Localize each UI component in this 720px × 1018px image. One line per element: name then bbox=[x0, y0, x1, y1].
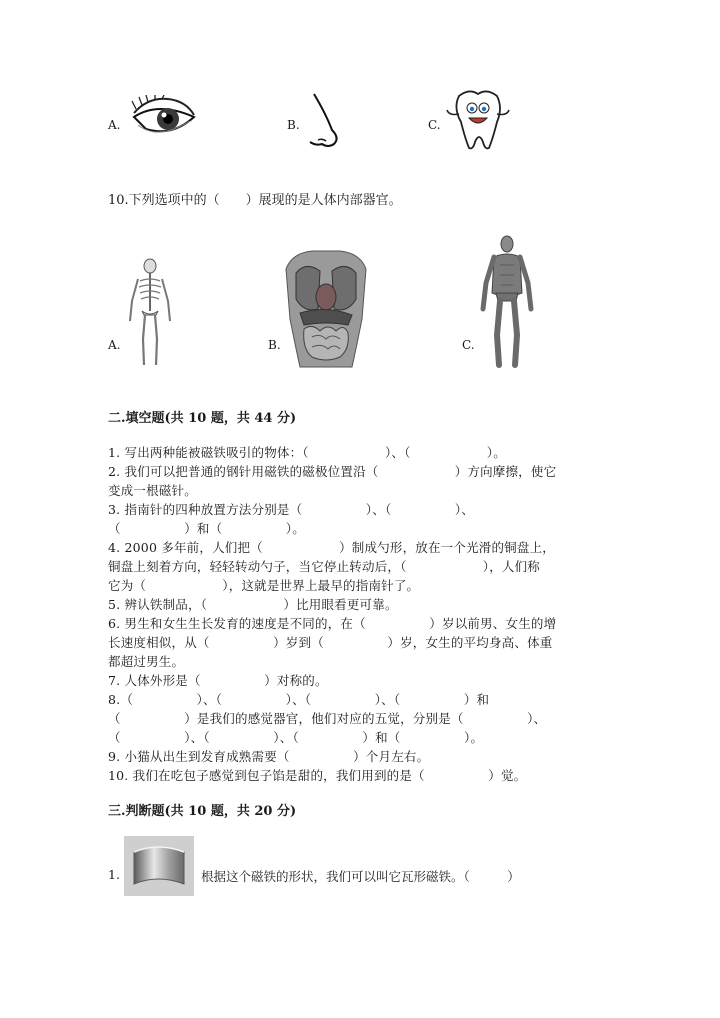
fill-line: 3. 指南针的四种放置方法分别是（ ）、（ ）、 bbox=[108, 502, 475, 517]
q9-option-c-letter: C. bbox=[428, 118, 441, 132]
q10-option-c-letter: C. bbox=[462, 338, 475, 352]
q10-option-a-letter: A. bbox=[108, 338, 121, 352]
fill-line: 6. 男生和女生生长发育的速度是不同的，在（ ）岁以前男、女生的增 bbox=[108, 616, 557, 631]
nose-icon bbox=[300, 92, 346, 152]
fill-line: 2. 我们可以把普通的钢针用磁铁的磁极位置沿（ ）方向摩擦，使它 bbox=[108, 464, 557, 479]
fill-line: 10. 我们在吃包子感觉到包子馅是甜的，我们用到的是（ ）觉。 bbox=[108, 768, 527, 783]
fill-line: 9. 小猫从出生到发育成熟需要（ ）个月左右。 bbox=[108, 749, 430, 764]
judge-item-number: 1. bbox=[108, 867, 120, 882]
section-3-title: 三.判断题(共 10 题，共 20 分) bbox=[108, 804, 297, 819]
tooth-icon bbox=[443, 86, 513, 152]
fill-line: 8.（ ）、（ ）、（ ）、（ ）和 bbox=[108, 692, 490, 707]
fill-line: 铜盘上刻着方向，轻轻转动勺子，当它停止转动后，（ ），人们称 bbox=[108, 559, 541, 574]
fill-line: 4. 2000 多年前，人们把（ ）制成勺形，放在一个光滑的铜盘上， bbox=[108, 540, 555, 555]
fill-line: 1. 写出两种能被磁铁吸引的物体：（ ）、（ ）。 bbox=[108, 445, 506, 460]
q9-option-b-letter: B. bbox=[287, 118, 300, 132]
fill-line: 它为（ ），这就是世界上最早的指南针了。 bbox=[108, 578, 420, 593]
fill-line: 5. 辨认铁制品，（ ）比用眼看更可靠。 bbox=[108, 597, 398, 612]
fill-line: 长速度相似，从（ ）岁到（ ）岁，女生的平均身高、体重 bbox=[108, 635, 553, 650]
fill-line: 都超过男生。 bbox=[108, 654, 185, 669]
muscles-icon bbox=[480, 235, 534, 369]
judge-item-text: 根据这个磁铁的形状，我们可以叫它瓦形磁铁。（ ） bbox=[201, 869, 520, 884]
fill-line: 7. 人体外形是（ ）对称的。 bbox=[108, 673, 328, 688]
q9-option-a-letter: A. bbox=[108, 118, 121, 132]
skeleton-icon bbox=[124, 257, 176, 369]
organs-icon bbox=[282, 249, 370, 369]
fill-line: （ ）、（ ）、（ ）和（ ）。 bbox=[108, 730, 484, 745]
q10-question: 10.下列选项中的（ ）展现的是人体内部器官。 bbox=[108, 193, 402, 208]
fill-line: （ ）是我们的感觉器官，他们对应的五觉，分别是（ ）、 bbox=[108, 711, 547, 726]
fill-line: （ ）和（ ）。 bbox=[108, 521, 305, 536]
eye-icon bbox=[128, 95, 202, 145]
section-2-title: 二.填空题(共 10 题，共 44 分) bbox=[108, 411, 297, 426]
q10-option-b-letter: B. bbox=[268, 338, 281, 352]
tile-magnet-icon bbox=[124, 836, 194, 896]
fill-line: 变成一根磁针。 bbox=[108, 483, 197, 498]
